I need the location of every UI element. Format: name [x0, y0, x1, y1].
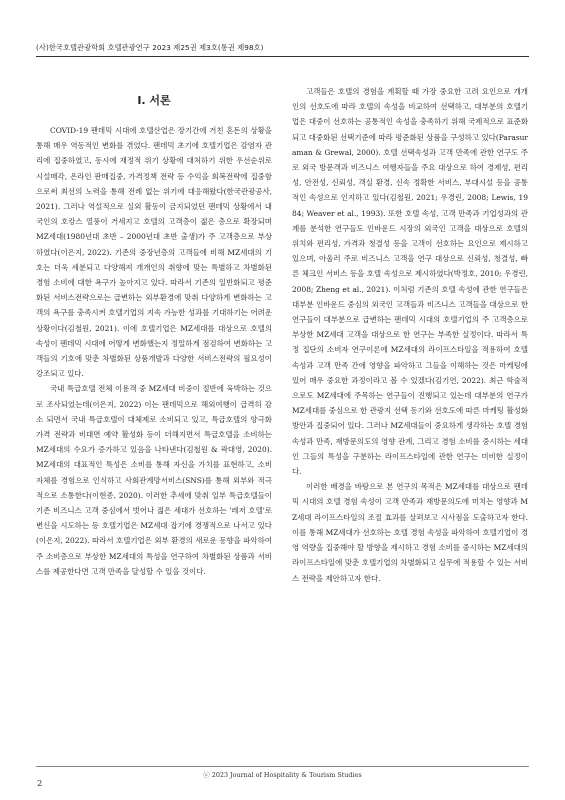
left-column [36, 84, 272, 579]
footer-rule [36, 766, 529, 767]
right-column [292, 84, 528, 586]
page-number: 2 [37, 779, 43, 789]
header-rule [36, 56, 529, 57]
body-paragraph: 이러한 배경을 바탕으로 본 연구의 목적은 MZ세대를 대상으로 팬데믹 시대의 호텔 경험 속성이 고객 만족과 재방문의도에 미치는 영향과 MZ세대 라이프스타일의 조절 효과를 살펴보고 시사점을 도출하고자 한다. 이를 통해 MZ세대가 선호하는 호텔 경험 속성을 파악하여 호텔기업이 경영 역량을 집중해야 할 방향을 제시하고 경험 소비를 중시하는 MZ세대의 라이프스타일에 맞춘 호텔기업의 차별화되고 실무에 적용할 수 있는 서비스 전략을 제안하고자 한다. [292, 482, 528, 583]
section-title: I. 서론 [137, 94, 171, 107]
body-paragraph: 고객들은 호텔의 경험을 계획할 때 가장 중요한 고려 요인으로 개개인의 선호도에 따라 호텔의 속성을 비교하여 선택하고, 대부분의 호텔기업은 대중이 선호하는 공통적인 속성을 충족하기 위해 국제적으로 표준화되고 대중화된 선택기준에 따라 평준화된 상품을 구성하고 있다(Parasuraman & Grewal, 2000). 호텔 선택속성과 고객 만족에 관한 연구도 주로 외국 방문객과 비즈니스 여행자들을 주요 대상으로 하여 경제성, 편리성, 안전성, 신뢰성, 객실 환경, 신속 정확한 서비스, 부대시설 등을 공통적인 속성으로 인지하고 있다(김철원, 2021; 우경린, 2008; Lewis, 1984; Weaver et al., 1993). 또한 호텔 속성, 고객 만족과 기업성과의 관계를 분석한 연구들도 인바운드 시장의 외국인 고객을 대상으로 호텔의 위치와 편리성, 가격과 청결성 등을 고객이 선호하는 요인으로 제시하고 있으며, 아울러 주로 비즈니스 고객을 연구 대상으로 신뢰성, 청결성, 빠른 체크인 서비스 등을 호텔 속성으로 제시하였다(박정호, 2010; 우경린, 2008; Zheng et al., 2021). 이처럼 기존의 호텔 속성에 관한 연구들은 대부분 인바운드 중심의 외국인 고객들과 비즈니스 고객들을 대상으로 한 연구들이 대부분으로 급변하는 팬데믹 시대의 호텔기업의 주 고객층으로 부상한 MZ세대 고객을 대상으로 한 연구는 부족한 실정이다. 따라서 특정 집단의 소비자 연구이론에 MZ세대의 라이프스타일을 적용하여 호텔 속성과 고객 만족 간에 영향을 파악하고 그들을 이해하는 것은 마케팅에 있어 매우 중요한 과정이라고 볼 수 있겠다(김기연, 2022). 최근 학술적으로도 MZ세대에 주목하는 연구들이 진행되고 있는데 대부분의 연구가 MZ세대를 중심으로 한 관광지 선택 동기와 선호도에 따른 마케팅 활성화 방안과 집중되어 있다. 그러나 MZ세대들이 중요하게 생각하는 호텔 경험 속성과 만족, 재방문의도의 영향 관계, 그리고 경험 소비를 중시하는 세대인 그들의 특성을 구분하는 라이프스타일에 관한 연구는 미비한 실정이다. [292, 87, 528, 477]
body-paragraph: 국내 특급호텔 전체 이용객 중 MZ세대 비중이 절반에 육박하는 것으로 조사되었는데(이은지, 2022) 이는 팬데믹으로 해외여행이 급격히 감소 되면서 국내 특급호텔이 대체제로 소비되고 있고, 특급호텔의 양극화 가격 전략과 비대면 예약 활성화 등이 더해지면서 특급호텔을 소비하는 MZ세대의 수요가 증가하고 있음을 나타낸다(김철원 & 곽대영, 2020). MZ세대의 대표적인 특성은 소비를 통해 자신을 가치를 표현하고, 소비 자체를 경험으로 인식하고 사회관계망서비스(SNS)를 통해 외부와 적극적으로 소통한다(이현종, 2020). 이러한 추세에 맞춰 일부 특급호텔들이 기존 비즈니스 고객 중심에서 벗어나 젊은 세대가 선호하는 '레저 호텔'로 변신을 시도하는 등 호텔기업은 MZ세대 잡기에 경쟁적으로 나서고 있다(이은지, 2022). 따라서 호텔기업은 외부 환경의 새로운 동향을 파악하여 주 소비층으로 부상한 MZ세대의 특성을 연구하여 차별화된 상품과 서비스를 제공한다면 고객 만족을 달성할 수 있을 것이다. [36, 384, 272, 576]
body-paragraph: COVID-19 팬데믹 시대에 호텔산업은 장기간에 거친 혼돈의 상황을 통해 매우 역동적인 변화를 겪었다. 팬데믹 초기에 호텔기업은 감염자 관리에 집중하였고, 동시에 재정적 위기 상황에 대처하기 위한 우선순위로 시설매각, 온라인 판매집중, 가격정책 전략 등 수익을 회복전략에 집중함으로써 최선의 노력을 통해 전례 없는 위기에 대응해왔다(한국관광공사, 2021). 그러나 역설적으로 실외 활동이 금지되었던 팬데믹 상황에서 내국인의 호캉스 열풍이 거세지고 호텔의 고객층이 젊은 층으로 확장되며 MZ세대(1980년대 초반 – 2000년대 초반 출생)가 주 고객층으로 부상하였다(이은지, 2022). 기존의 중장년층의 고객들에 비해 MZ세대의 기호는 더욱 세분되고 다양해져 개개인의 취향에 맞는 특별하고 차별화된 경험 소비에 대한 욕구가 높아지고 있다. 따라서 기존의 일반화되고 평준화된 서비스전략으로는 급변하는 외부환경에 맞춰 다양하게 변화하는 고객의 욕구를 충족시켜 호텔기업의 지속 가능한 성과를 기대하기는 어려운 상황이다(김철원, 2021). 이에 호텔기업은 MZ세대를 대상으로 호텔의 속성이 팬데믹 시대에 어떻게 변화했는지 정밀하게 점검하여 변화하는 고객들의 기호에 맞춘 차별화된 상품개발과 다양한 서비스전략의 필요성이 강조되고 있다. [36, 126, 272, 379]
copyright-footer: ⓒ 2023 Journal of Hospitality & Tourism Studies [203, 771, 362, 779]
running-head: (사)한국호텔관광학회 호텔관광연구 2023 제25권 제3호(통권 제98호) [36, 43, 264, 52]
